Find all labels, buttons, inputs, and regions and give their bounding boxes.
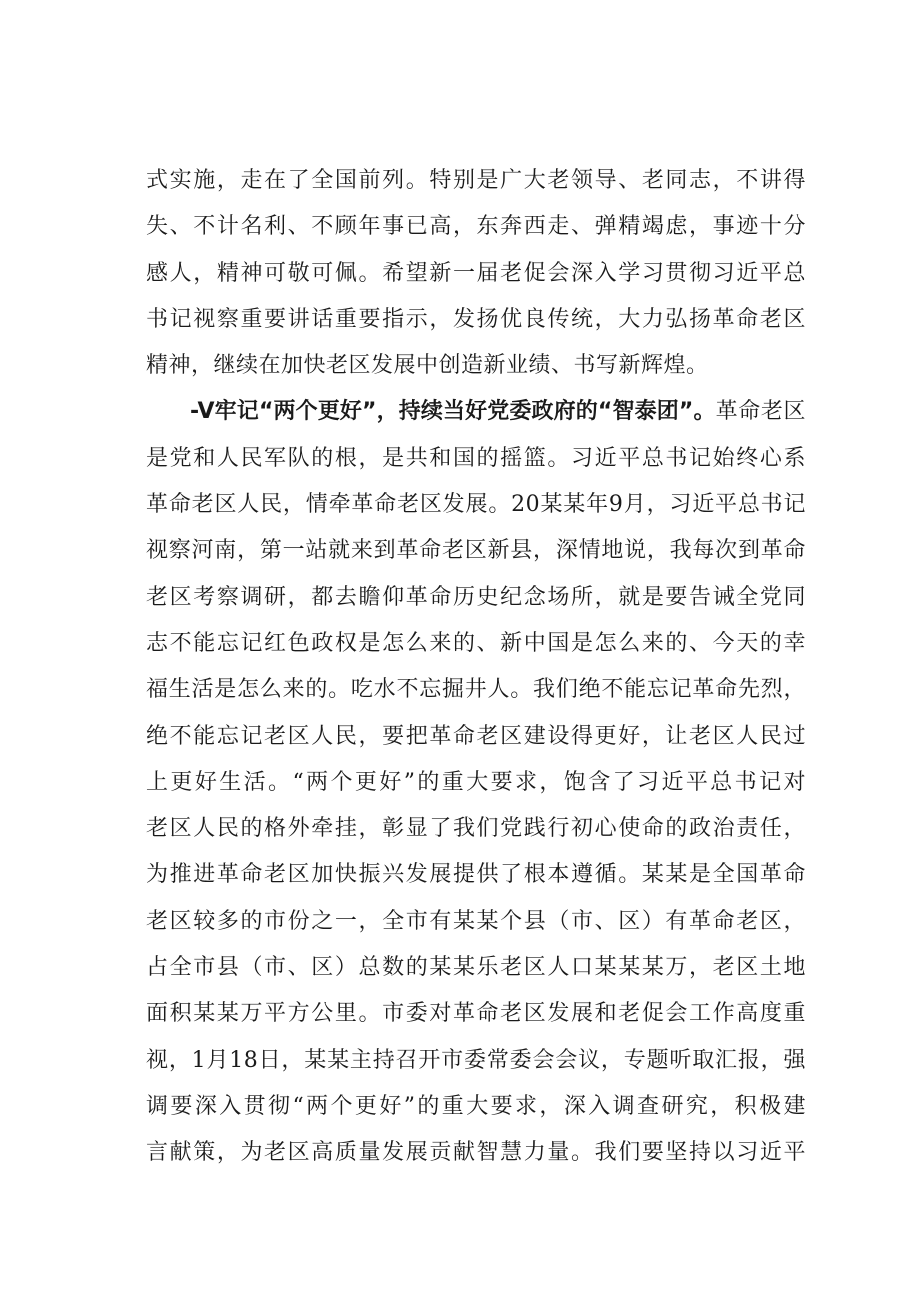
text-line: 式实施，走在了全国前列。特别是广大老领导、老同志，不讲得 bbox=[146, 168, 806, 193]
text-line: 言献策，为老区高质量发展贡献智慧力量。我们要坚持以习近平 bbox=[146, 1140, 806, 1166]
text-line: 占全市县（市、区）总数的某某乐老区人口某某某万，老区土地 bbox=[146, 955, 806, 981]
text-line: 福生活是怎么来的。吃水不忘掘井人。我们绝不能忘记革命先烈， bbox=[146, 677, 806, 703]
heading-line-rest: 革命老区 bbox=[715, 399, 806, 425]
text-line: 老区较多的市份之一，全市有某某个县（市、区）有革命老区， bbox=[146, 908, 806, 934]
text-line: 是党和人民军队的根，是共和国的摇篮。习近平总书记始终心系 bbox=[146, 445, 806, 471]
text-line: 为推进革命老区加快振兴发展提供了根本遵循。某某是全国革命 bbox=[146, 862, 806, 888]
text-line: 视察河南，第一站就来到革命老区新县，深情地说，我每次到革命 bbox=[146, 538, 806, 564]
section-heading: -V牢记“两个更好”，持续当好党委政府的“智泰团”。 bbox=[190, 399, 716, 425]
text-line: 视，1月18日，某某主持召开市委常委会会议，专题听取汇报，强 bbox=[146, 1047, 806, 1073]
text-line: 老区考察调研，都去瞻仰革命历史纪念场所，就是要告诫全党同 bbox=[146, 584, 806, 610]
text-line: 精神，继续在加快老区发展中创造新业绩、书写新辉煌。 bbox=[146, 353, 709, 379]
text-line: 调要深入贯彻“两个更好”的重大要求，深入调查研究，积极建 bbox=[146, 1093, 806, 1119]
text-line: 感人，精神可敬可佩。希望新一届老促会深入学习贯彻习近平总 bbox=[146, 260, 806, 286]
section-heading-line bbox=[146, 389, 806, 435]
text-line: 书记视察重要讲话重要指示，发扬优良传统，大力弘扬革命老区 bbox=[146, 306, 806, 332]
text-line: 失、不计名利、不顾年事已高，东奔西走、弹精竭虑，事迹十分 bbox=[146, 214, 806, 240]
text-line: 绝不能忘记老区人民，要把革命老区建设得更好，让老区人民过 bbox=[146, 723, 806, 749]
text-line: 革命老区人民，情牵革命老区发展。20某某年9月，习近平总书记 bbox=[146, 492, 806, 518]
body-text bbox=[146, 158, 806, 1177]
text-line: 志不能忘记红色政权是怎么来的、新中国是怎么来的、今天的幸 bbox=[146, 630, 806, 656]
text-line: 面积某某万平方公里。市委对革命老区发展和老促会工作高度重 bbox=[146, 1001, 806, 1027]
text-line: 上更好生活。“两个更好”的重大要求，饱含了习近平总书记对 bbox=[146, 769, 806, 795]
text-line: 老区人民的格外牵挂，彰显了我们党践行初心使命的政治责任， bbox=[146, 816, 806, 842]
